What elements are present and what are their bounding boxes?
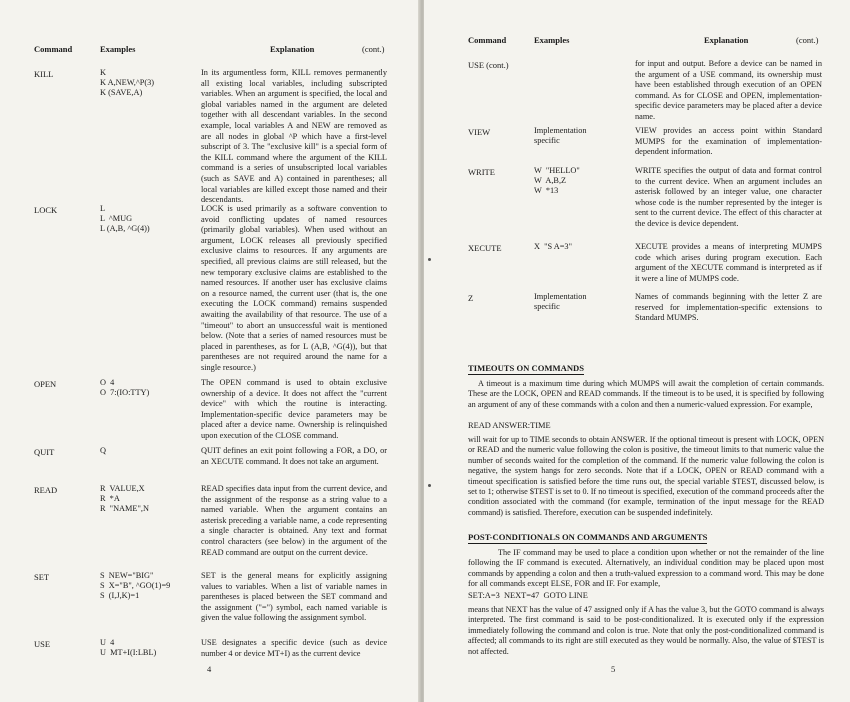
command-explanation: USE designates a specific device (such as device number 4 or device MT+I) as the current device [201, 638, 387, 658]
command-examples: S NEW="BIG" S X="B", ^GO(1)=9 S (I,J,K)=1 [100, 571, 171, 600]
command-examples: O 4 O 7:(IO:TTY) [100, 378, 150, 397]
command-explanation: SET is the general means for explicitly assigning values to variables. When a list of variable names in parentheses is placed between the SET command and the assignment ("=") symbol, each named variable is given the value following the assignment symbol. [201, 571, 387, 623]
column-header-command: Command [34, 44, 73, 54]
post-conditionals-paragraph: The IF command may be used to place a condition upon whether or not the remainder of the line following the IF command is executed. Alternatively, an individual condition may be placed upon most commands by appending a colon and then a truth-valued expression to a command word. This may be done for all commands except ELSE, FOR and IF. For example, [468, 548, 824, 589]
command-examples: Implementation specific [534, 126, 587, 145]
command-name: QUIT [34, 447, 55, 457]
binding-mark [428, 484, 431, 487]
command-name: WRITE [468, 167, 495, 177]
command-explanation: for input and output. Before a device can be named in the argument of a USE command, its ownership must have been established through execution of an OPEN command. As for CLOSE and OPEN, implementation-specific device parameters may be placed after a device name. [635, 59, 822, 121]
column-header-cont: (cont.) [796, 35, 819, 45]
command-name: VIEW [468, 127, 491, 137]
command-explanation: Names of commands beginning with the letter Z are reserved for implementation-specific extensions to Standard MUMPS. [635, 292, 822, 323]
timeouts-explanation: will wait for up to TIME seconds to obtain ANSWER. If the optional timeout is present with LOCK, OPEN or READ and the numeric value following the colon is positive, the timeout limits to that numeric value the number of seconds waited for the completion of the command. If the numeric value following the colon is negative, the system hangs for zero seconds. Note that if a LOCK, OPEN or READ command with a timeout specification is satisfied before the time runs out, the special variable $TEST, discussed below, is set to 1; otherwise $TEST is set to 0. If no timeout is specified, execution of the command proceeds after the condition associated with the command (for example, termination of the input message for the READ command) is satisfied. Therefore, execution can be suspended indefinitely. [468, 435, 824, 517]
column-header-cont: (cont.) [362, 44, 385, 54]
command-examples: L L ^MUG L (A,B, ^G(4)) [100, 204, 150, 233]
page-number: 5 [611, 664, 616, 674]
command-name: KILL [34, 69, 54, 79]
command-examples: K K A,NEW,^P(3) K (SAVE,A) [100, 68, 155, 97]
command-name: USE [34, 639, 51, 649]
command-explanation: XECUTE provides a means of interpreting MUMPS code which arises during program execution. Each argument of the XECUTE command is interpreted as if it were a line of MUMPS code. [635, 242, 822, 283]
command-explanation: In its argumentless form, KILL removes permanently all existing local variables, including subscripted variables. When an argument is specified, the local and global variables named in the argument are deleted together with all descendant variables. In the second example, local variables A and NEW are removed as are all nodes in global ^P which have a first-level subscript of 3. The "exclusive kill" is a special form of the KILL command where the argument of the KILL command is a series of unsubscripted local variables (such as SAVE and A) contained in parentheses; all local variables are killed except those named and their descendants. [201, 68, 387, 205]
column-header-examples: Examples [100, 44, 136, 54]
left-page [0, 0, 420, 702]
page-number: 4 [207, 664, 212, 674]
command-name: LOCK [34, 205, 58, 215]
binding-mark [428, 258, 431, 261]
command-examples: W "HELLO" W A,B,Z W *13 [534, 166, 580, 195]
command-examples: R VALUE,X R *A R "NAME",N [100, 484, 149, 513]
timeouts-paragraph: A timeout is a maximum time during which MUMPS will await the completion of certain commands. These are the LOCK, OPEN and READ commands. If the timeout is to be used, it is specified by following an argument of any of these commands with a colon and then a numeric-valued expression. For example, [468, 379, 824, 409]
command-name: USE (cont.) [468, 60, 509, 70]
command-examples: X "S A=3" [534, 242, 572, 251]
command-examples: Implementation specific [534, 292, 587, 311]
command-explanation: READ specifies data input from the current device, and the assignment of the response as a string value to a named variable. When the argument contains an asterisk preceding a variable name, a code representing a single character is obtained. Any text and format control characters (see below) in the argument of the READ command are output on the current device. [201, 484, 387, 557]
column-header-explanation: Explanation [704, 35, 749, 45]
command-name: SET [34, 572, 50, 582]
command-name: OPEN [34, 379, 57, 389]
command-examples: Q [100, 446, 106, 455]
command-name: Z [468, 293, 474, 303]
post-conditionals-explanation: means that NEXT has the value of 47 assigned only if A has the value 3, but the GOTO command is always interpreted. The first command is said to be post-conditionalized. It is executed only if the expression immediately following the command and colon is true. Note that only the post-conditionalized command is affected; all commands to its right are still executed as they would be normally. Also, the value of $TEST is not affected. [468, 605, 824, 656]
post-conditionals-code-example: SET:A=3 NEXT=47 GOTO LINE [468, 591, 588, 600]
command-explanation: WRITE specifies the output of data and format control to the current device. When an argument includes an asterisk followed by an integer value, one character whose code is the number represented by the integer is sent to the current device. The effect of this character at the device is device dependent. [635, 166, 822, 228]
command-explanation: The OPEN command is used to obtain exclusive ownership of a device. It does not affect the "current device" with which the routine is interacting. Implementation-specific device parameters may be placed after a device name. Ownership is relinquished upon execution of the CLOSE command. [201, 378, 387, 440]
column-header-command: Command [468, 35, 507, 45]
right-page [424, 0, 850, 702]
command-explanation: VIEW provides an access point within Standard MUMPS for the examination of implementation-dependent information. [635, 126, 822, 157]
section-title-timeouts: TIMEOUTS ON COMMANDS [468, 363, 585, 373]
command-explanation: QUIT defines an exit point following a FOR, a DO, or an XECUTE command. It does not take an argument. [201, 446, 387, 466]
column-header-examples: Examples [534, 35, 570, 45]
command-name: READ [34, 485, 58, 495]
column-header-explanation: Explanation [270, 44, 315, 54]
command-name: XECUTE [468, 243, 502, 253]
section-title-post-conditionals: POST-CONDITIONALS ON COMMANDS AND ARGUMENTS [468, 532, 708, 542]
command-examples: U 4 U MT+I(I:LBL) [100, 638, 157, 657]
timeouts-code-example: READ ANSWER:TIME [468, 421, 551, 430]
command-explanation: LOCK is used primarily as a software convention to avoid conflicting updates of named resources (primarily global variables). When used without an argument, LOCK releases all previously specified exclusive claims to resources. If any arguments are specified, all previous claims are still released, but the new temporary exclusive claims are established to the named resources. If another user has exclusive claims on a resource named, the current user (that is, the one executing the LOCK command) remains suspended awaiting the availability of that resource. The use of a "timeout" to abort an unsuccessful wait is mentioned below. (Note that a series of named resources must be placed in parentheses, as for L (A,B, ^G(4)), but that parentheses are not required around the name for a single resource.) [201, 204, 387, 372]
